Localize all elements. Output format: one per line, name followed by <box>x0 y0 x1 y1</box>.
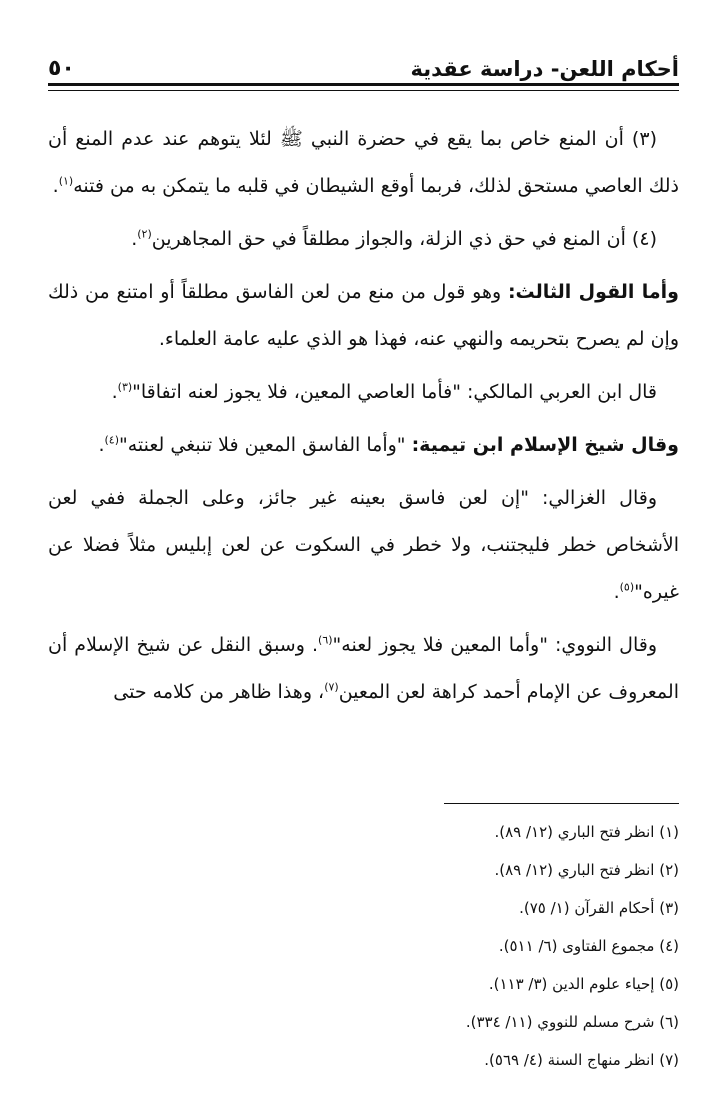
footnote-ref[interactable]: (٧) <box>324 680 339 694</box>
paragraph-text: وقال النووي: "وأما المعين فلا يجوز لعنه" <box>332 634 658 656</box>
footnote-item: (٤) مجموع الفتاوى (٦/ ٥١١). <box>498 937 679 955</box>
footnote-ref[interactable]: (٤) <box>104 433 119 447</box>
paragraph <box>48 216 679 263</box>
paragraph-end: . <box>52 175 59 197</box>
paragraph-end: . <box>98 434 105 456</box>
footnote-ref[interactable]: (٥) <box>619 580 635 594</box>
running-header <box>48 44 679 80</box>
paragraph-text: (٤) أن المنع في حق ذي الزلة، والجواز مطلقاً في حق المجاهرين <box>151 228 657 250</box>
paragraph <box>48 475 679 616</box>
paragraph-text: . وسبق النقل عن شيخ الإسلام أن المعروف عن الإمام أحمد كراهة لعن المعين <box>48 634 679 703</box>
running-title: أحكام اللعن- دراسة عقدية <box>410 57 679 81</box>
paragraph-end: . <box>131 228 138 250</box>
footnote-item: (٦) شرح مسلم للنووي (١١/ ٣٣٤). <box>465 1013 679 1031</box>
paragraph <box>48 116 679 210</box>
paragraph <box>48 369 679 416</box>
footnote-ref[interactable]: (٢) <box>137 227 152 241</box>
paragraph-text: قال ابن العربي المالكي: "فأما العاصي المعين، فلا يجوز لعنه اتفاقا" <box>132 381 657 403</box>
footnote-item: (٥) إحياء علوم الدين (٣/ ١١٣). <box>488 975 679 993</box>
paragraph <box>48 422 679 469</box>
paragraph-text: ، وهذا ظاهر من كلامه حتى <box>113 681 325 703</box>
paragraph-lead: وأما القول الثالث: <box>507 281 679 303</box>
main-text <box>48 116 679 722</box>
paragraph <box>48 622 679 716</box>
page-number: ٥٠ <box>48 56 75 81</box>
paragraph-text: "وأما الفاسق المعين فلا تنبغي لعنته" <box>119 434 412 456</box>
header-rule-thick <box>48 83 679 86</box>
paragraph-text: وقال الغزالي: "إن لعن فاسق بعينه غير جائز، وعلى الجملة ففي لعن الأشخاص خطر فليجتنب، ولا خطر في السكوت عن لعن إبليس مثلاً فضلا عن غيره" <box>48 487 679 603</box>
paragraph-lead: وقال شيخ الإسلام ابن تيمية: <box>411 434 679 456</box>
footnotes-list <box>48 813 679 1079</box>
paragraph-text: (٣) أن المنع خاص بما يقع في حضرة النبي ﷺ لئلا يتوهم عند عدم المنع أن ذلك العاصي مستحق لذلك، فربما أوقع الشيطان في قلبه ما يتمكن به من فتنه <box>48 128 679 197</box>
footnote-separator <box>444 803 679 804</box>
footnote-item: (٢) انظر فتح الباري (١٢/ ٨٩). <box>494 861 679 879</box>
footnote-ref[interactable]: (١) <box>58 174 74 188</box>
header-rule-thin <box>48 90 679 91</box>
footnote-item: (٣) أحكام القرآن (١/ ٧٥). <box>519 899 679 917</box>
paragraph-end: . <box>613 581 620 603</box>
footnote-item: (٧) انظر منهاج السنة (٤/ ٥٦٩). <box>484 1051 679 1069</box>
paragraph-text: وهو قول من منع من لعن الفاسق مطلقاً أو امتنع من ذلك وإن لم يصرح بتحريمه والنهي عنه، فهذا هو الذي عليه عامة العلماء. <box>48 281 679 350</box>
paragraph-end: . <box>111 381 118 403</box>
paragraph <box>48 269 679 363</box>
footnote-ref[interactable]: (٣) <box>117 380 133 394</box>
footnote-item: (١) انظر فتح الباري (١٢/ ٨٩). <box>494 823 679 841</box>
footnote-ref[interactable]: (٦) <box>318 633 333 647</box>
